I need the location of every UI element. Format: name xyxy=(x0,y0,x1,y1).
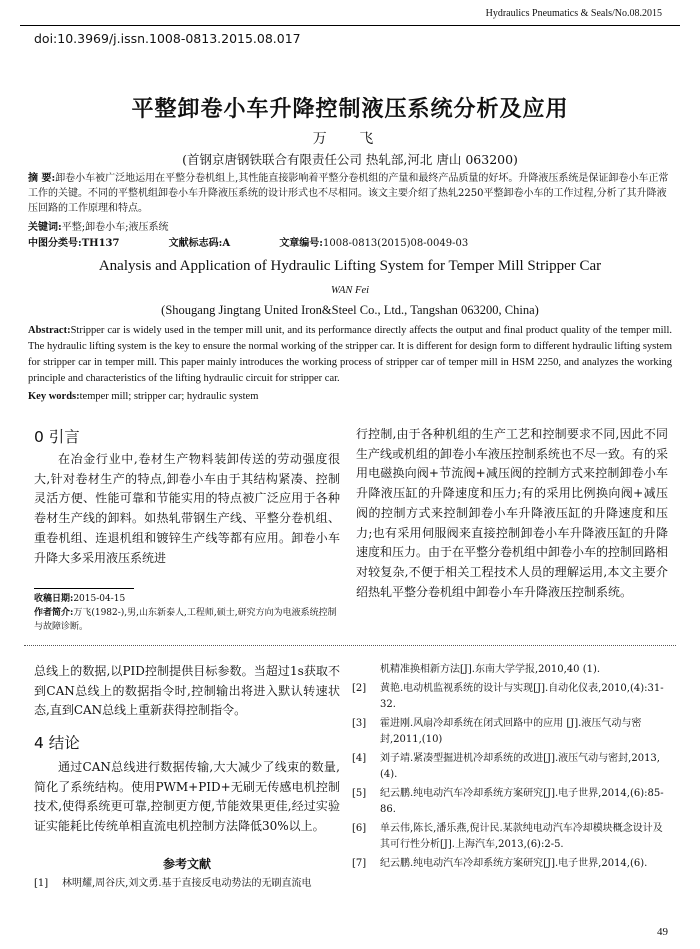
title-chinese: 平整卸卷小车升降控制液压系统分析及应用 xyxy=(131,97,569,122)
reference-item xyxy=(352,681,670,713)
author-chinese: 万 飞 xyxy=(312,131,388,147)
reference-item xyxy=(34,876,340,895)
affiliation-english: (Shougang Jingtang United Iron&Steel Co., Ltd., Tangshan 063200, China) xyxy=(161,303,539,317)
doi[interactable]: doi:10.3969/j.issn.1008-0813.2015.08.017 xyxy=(34,31,301,46)
article-id-label: 文章编号: xyxy=(279,238,324,249)
abstract-cn-text: 卸卷小车被广泛地运用在平整分卷机组上,其性能直接影响着平整分卷机组的产量和最终产品质量的好坏。升降液压系统是保证卸卷小车正常工作的关键。不同的平整机组卸卷小车升降液压系统的设计形式也不尽相同。该文主要介绍了热轧2250平整卸卷小车的工作过程,分析了其升降液压回路的工作原理和特点。 xyxy=(28,173,669,214)
keywords-en-text: temper mill; stripper car; hydraulic system xyxy=(79,391,259,402)
doc-code-value: A xyxy=(222,238,231,249)
abstract-chinese xyxy=(28,171,672,216)
title-english: Analysis and Application of Hydraulic Lifting System for Temper Mill Stripper Car xyxy=(98,258,602,274)
section-4-paragraph: 通过CAN总线进行数据传输,大大减少了线束的数量,简化了系统结构。使用PWM+PID+无刷无传感电机控制技术,使得系统更可靠,控制更方便,节能效果更佳,经过实验证实能耗比传统单相直流电机控制方法降低30%以上。 xyxy=(34,760,340,833)
keywords-cn-text: 平整;卸卷小车;液压系统 xyxy=(61,222,169,233)
reference-number: [6] xyxy=(352,823,367,834)
section-0-heading: 0 引言 xyxy=(34,428,80,446)
received-date: 2015-04-15 xyxy=(73,594,126,604)
reference-text: 纪云鹏.纯电动汽车冷却系统方案研究[J].电子世界,2014,(6). xyxy=(380,858,648,869)
article-metadata xyxy=(28,234,672,249)
reference-number: [5] xyxy=(352,788,367,799)
abstract-en-label: Abstract: xyxy=(28,325,71,336)
reference-number: [7] xyxy=(352,858,367,869)
journal-header: Hydraulics Pneumatics & Seals/No.08.2015 xyxy=(485,8,662,19)
affiliation-chinese: (首钢京唐钢铁联合有限责任公司 热轧部,河北 唐山 063200) xyxy=(182,152,518,167)
reference-number: [2] xyxy=(352,683,367,694)
reference-item xyxy=(352,786,670,818)
received-label: 收稿日期: xyxy=(34,594,74,604)
reference-text: 纪云鹏.纯电动汽车冷却系统方案研究[J].电子世界,2014,(6):85-86. xyxy=(380,788,664,815)
reference-text: 单云伟,陈长,潘乐燕,倪计民.某款纯电动汽车冷却模块概念设计及其可行性分析[J].上海汽车,2013,(6):2-5. xyxy=(380,823,663,850)
section-0-paragraph-continued: 行控制,由于各种机组的生产工艺和控制要求不同,因此不同生产线或机组的卸卷小车液压控制系统也不尽一致。有的采用电磁换向阀+节流阀+减压阀的控制方式来控制卸卷小车升降液压缸的升降速度和压力;有的采用比例换向阀+减压阀的控制方式来控制卸卷小车升降液压缸的升降速度和压力;也有采用伺服阀来直接控制卸卷小车升降液压缸的升降速度和压力。由于在平整分卷机组中卸卷小车的控制回路相对较复杂,不便于相关工程技术人员的理解运用,本文主要介绍热轧平整分卷机组中卸卷小车升降液压控制系统。 xyxy=(356,427,669,599)
abstract-en-text: Stripper car is widely used in the temper mill unit, and its performance directly affects the output and final product quality of the temper mill. The hydraulic lifting system is the key to ensure the normal working of the stripper car. It is different for design form to different hydraulic lifting system for stripper car in temper mill. This paper mainly introduces the working process of stripper car of temper mill in HSM 2250, and analyzes the working principle and characteristics of the lifting hydraulic circuit for stripper car. xyxy=(28,325,672,384)
clc-label: 中图分类号: xyxy=(28,238,82,249)
reference-number: [1] xyxy=(34,878,49,889)
can-bus-paragraph: 总线上的数据,以PID控制提供目标参数。当超过1s获取不到CAN总线上的数据指令时,控制输出将进入默认转速状态,直到CAN总线上重新获得控制指令。 xyxy=(34,664,340,717)
reference-text: 霍进刚.风扇冷却系统在闭式回路中的应用 [J].液压气动与密封,2011,(10) xyxy=(380,718,642,745)
reference-text: 林明耀,周谷庆,刘文勇.基于直接反电动势法的无刷直流电 xyxy=(62,878,312,889)
footnote-rule xyxy=(34,588,134,589)
section-0-paragraph: 在冶金行业中,卷材生产物料装卸传送的劳动强度很大,针对卷材生产的特点,卸卷小车由于其结构紧凑、控制灵活方便、性能可靠和节能实用的特点被广泛应用于各种卷材生产线的卸料。如热轧带钢生产线、平整分卷机组、重卷机组、连退机组和镀锌生产线等都有应用。卸卷小车升降大多采用液压系统进 xyxy=(34,452,340,565)
reference-text: 机精准换相新方法[J].东南大学学报,2010,40 (1). xyxy=(380,664,601,675)
author-bio: 万飞(1982-),男,山东新泰人,工程师,硕士,研究方向为电液系统控制与故障诊断。 xyxy=(34,608,337,632)
reference-number: [3] xyxy=(352,718,367,729)
page-splice-divider xyxy=(24,645,676,646)
reference-item xyxy=(352,716,670,748)
footnote xyxy=(34,592,340,634)
reference-item xyxy=(352,751,670,783)
keywords-chinese xyxy=(28,218,168,233)
reference-text: 黄艳.电动机监视系统的设计与实现[J].自动化仪表,2010,(4):31-32. xyxy=(380,683,664,710)
reference-item xyxy=(352,662,670,678)
author-english: WAN Fei xyxy=(330,285,370,296)
reference-text: 刘子靖.紧凑型掘进机冷却系统的改进[J].液压气动与密封,2013,(4). xyxy=(380,753,660,780)
abstract-cn-label: 摘 要: xyxy=(28,173,56,184)
reference-item xyxy=(352,821,670,853)
page-number: 49 xyxy=(657,926,668,938)
abstract-english xyxy=(28,323,672,387)
header-rule xyxy=(20,25,680,26)
clc-value: TH137 xyxy=(81,238,120,249)
reference-list-right xyxy=(352,662,670,875)
article-id-value: 1008-0813(2015)08-0049-03 xyxy=(323,238,469,249)
keywords-en-label: Key words: xyxy=(28,391,80,402)
doc-code-label: 文献标志码: xyxy=(168,238,223,249)
keywords-english xyxy=(28,391,258,402)
reference-number: [4] xyxy=(352,753,367,764)
bio-label: 作者简介: xyxy=(34,608,74,618)
keywords-cn-label: 关键词: xyxy=(28,222,62,233)
references-heading: 参考文献 xyxy=(162,857,211,871)
reference-item xyxy=(352,856,670,872)
section-4-heading: 4 结论 xyxy=(34,734,80,752)
